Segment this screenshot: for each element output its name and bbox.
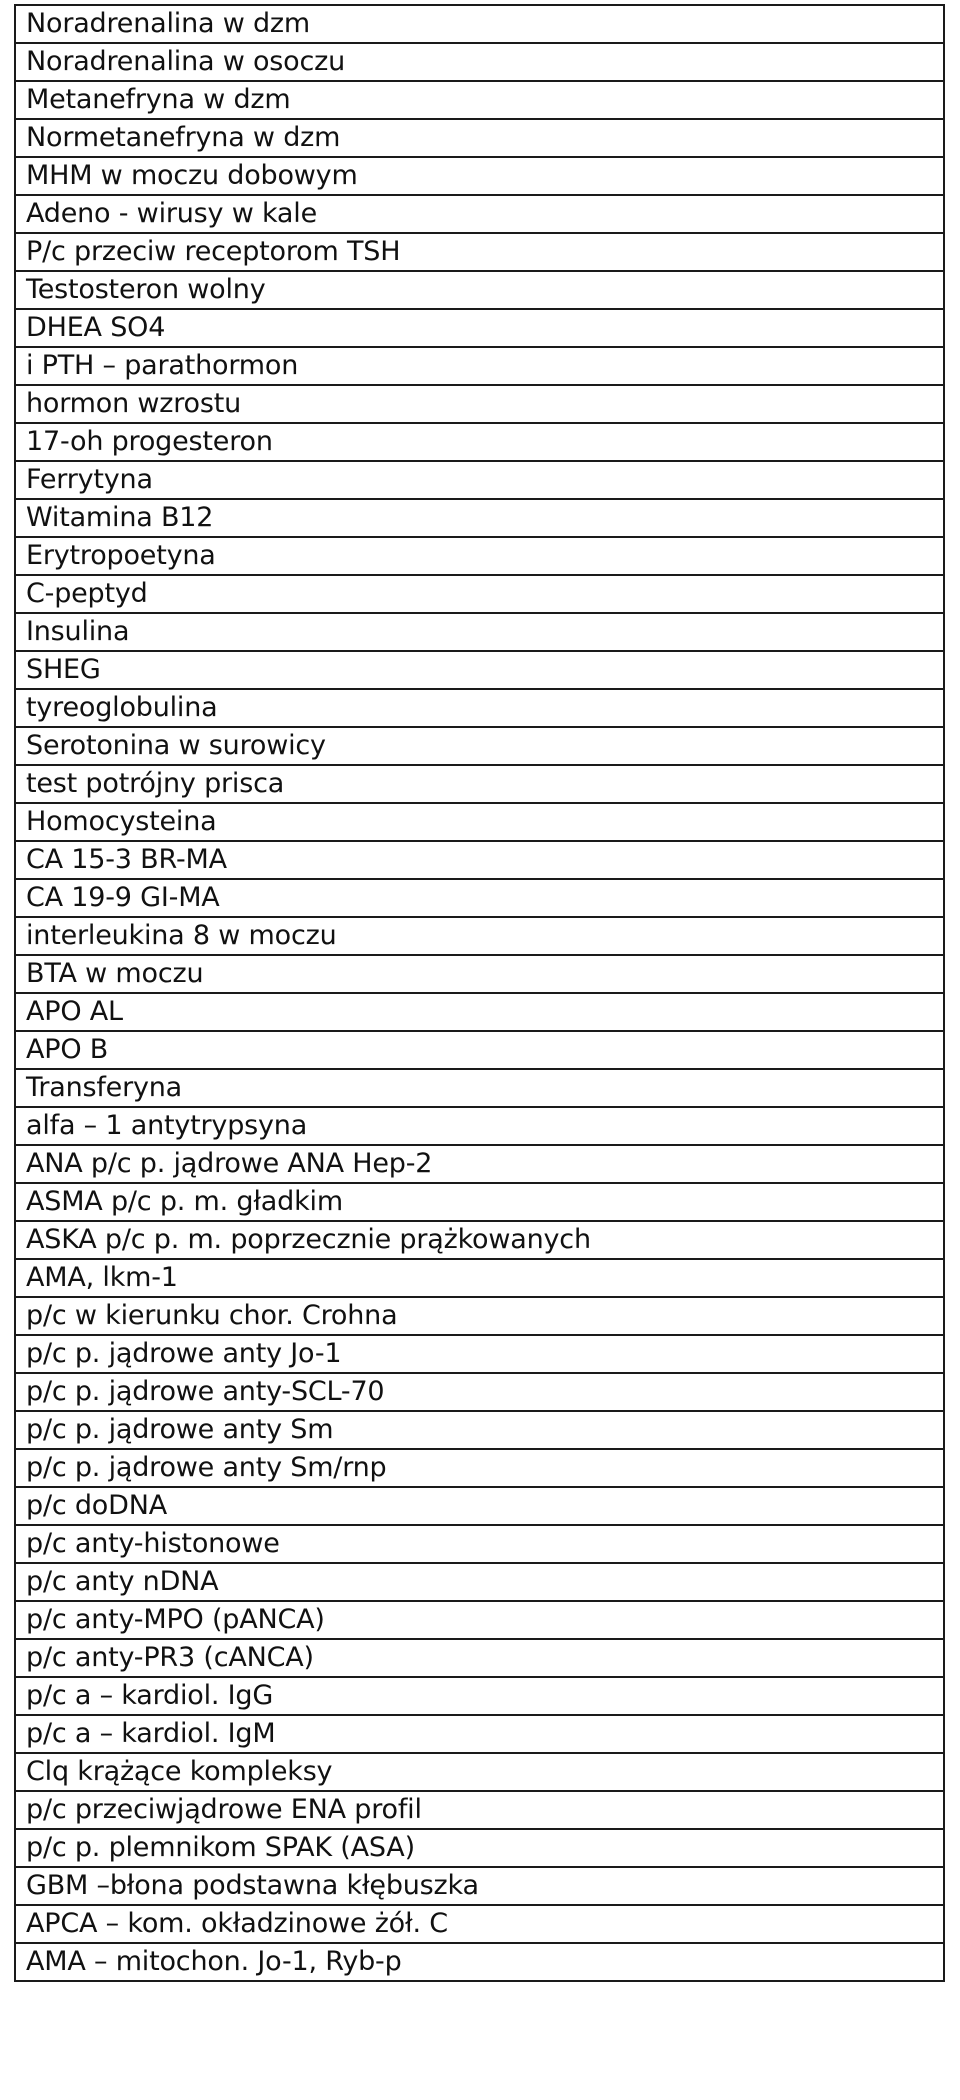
table-cell: Insulina <box>15 613 944 651</box>
table-row <box>15 1791 944 1829</box>
table-cell: Noradrenalina w dzm <box>15 5 944 43</box>
table-row <box>15 1411 944 1449</box>
table-row <box>15 993 944 1031</box>
table-cell: AMA – mitochon. Jo-1, Ryb-p <box>15 1943 944 1981</box>
table-cell: CA 19-9 GI-MA <box>15 879 944 917</box>
table-cell: APO B <box>15 1031 944 1069</box>
table-cell: Witamina B12 <box>15 499 944 537</box>
table-cell: Transferyna <box>15 1069 944 1107</box>
table-row <box>15 651 944 689</box>
table-row <box>15 1677 944 1715</box>
table-row <box>15 1525 944 1563</box>
table-row <box>15 1753 944 1791</box>
table-row <box>15 955 944 993</box>
table-cell: Noradrenalina w osoczu <box>15 43 944 81</box>
table-row <box>15 1487 944 1525</box>
table-row <box>15 499 944 537</box>
table-cell: Testosteron wolny <box>15 271 944 309</box>
table-row <box>15 1107 944 1145</box>
table-cell: p/c p. jądrowe anty Sm/rnp <box>15 1449 944 1487</box>
table-row <box>15 1069 944 1107</box>
table-row <box>15 1031 944 1069</box>
table-row <box>15 1905 944 1943</box>
table-row <box>15 689 944 727</box>
table-row <box>15 1145 944 1183</box>
table-row <box>15 1639 944 1677</box>
table-row <box>15 271 944 309</box>
table-cell: i PTH – parathormon <box>15 347 944 385</box>
table-cell: ASMA p/c p. m. gładkim <box>15 1183 944 1221</box>
table-cell: p/c a – kardiol. IgG <box>15 1677 944 1715</box>
table-row <box>15 613 944 651</box>
table-cell: P/c przeciw receptorom TSH <box>15 233 944 271</box>
table-cell: Homocysteina <box>15 803 944 841</box>
table-cell: C-peptyd <box>15 575 944 613</box>
table-cell: Normetanefryna w dzm <box>15 119 944 157</box>
table-cell: alfa – 1 antytrypsyna <box>15 1107 944 1145</box>
table-row <box>15 1943 944 1981</box>
table-row <box>15 195 944 233</box>
table-row <box>15 1449 944 1487</box>
table-cell: APCA – kom. okładzinowe żół. C <box>15 1905 944 1943</box>
table-cell: hormon wzrostu <box>15 385 944 423</box>
table-row <box>15 879 944 917</box>
table-row <box>15 347 944 385</box>
table-cell: test potrójny prisca <box>15 765 944 803</box>
table-row <box>15 1335 944 1373</box>
table-row <box>15 81 944 119</box>
table-cell: p/c anty-PR3 (cANCA) <box>15 1639 944 1677</box>
table-cell: APO AL <box>15 993 944 1031</box>
table-cell: p/c p. jądrowe anty Sm <box>15 1411 944 1449</box>
table-row <box>15 423 944 461</box>
table-cell: GBM –błona podstawna kłębuszka <box>15 1867 944 1905</box>
table-row <box>15 575 944 613</box>
table-row <box>15 1563 944 1601</box>
table-row <box>15 1715 944 1753</box>
table-cell: p/c doDNA <box>15 1487 944 1525</box>
table-row <box>15 917 944 955</box>
table-row <box>15 1867 944 1905</box>
table-cell: MHM w moczu dobowym <box>15 157 944 195</box>
table-row <box>15 1601 944 1639</box>
table-cell: p/c p. jądrowe anty-SCL-70 <box>15 1373 944 1411</box>
table-row <box>15 157 944 195</box>
table-cell: p/c przeciwjądrowe ENA profil <box>15 1791 944 1829</box>
table-cell: p/c anty-histonowe <box>15 1525 944 1563</box>
table-row <box>15 1829 944 1867</box>
table-cell: tyreoglobulina <box>15 689 944 727</box>
table-cell: Adeno - wirusy w kale <box>15 195 944 233</box>
table-cell: ANA p/c p. jądrowe ANA Hep-2 <box>15 1145 944 1183</box>
table-row <box>15 1183 944 1221</box>
table-cell: 17-oh progesteron <box>15 423 944 461</box>
table-row <box>15 43 944 81</box>
table-cell: Serotonina w surowicy <box>15 727 944 765</box>
table-row <box>15 841 944 879</box>
table-row <box>15 803 944 841</box>
table-cell: p/c w kierunku chor. Crohna <box>15 1297 944 1335</box>
table-cell: interleukina 8 w moczu <box>15 917 944 955</box>
table-cell: p/c p. jądrowe anty Jo-1 <box>15 1335 944 1373</box>
table-cell: AMA, lkm-1 <box>15 1259 944 1297</box>
table-row <box>15 537 944 575</box>
table-row <box>15 461 944 499</box>
table-row <box>15 385 944 423</box>
table-cell: CA 15-3 BR-MA <box>15 841 944 879</box>
table-cell: Erytropoetyna <box>15 537 944 575</box>
table-row <box>15 727 944 765</box>
table-cell: Clq krążące kompleksy <box>15 1753 944 1791</box>
table-cell: p/c anty-MPO (pANCA) <box>15 1601 944 1639</box>
table-cell: SHEG <box>15 651 944 689</box>
table-cell: p/c p. plemnikom SPAK (ASA) <box>15 1829 944 1867</box>
table-cell: ASKA p/c p. m. poprzecznie prążkowanych <box>15 1221 944 1259</box>
table-row <box>15 233 944 271</box>
table-cell: BTA w moczu <box>15 955 944 993</box>
table-cell: Ferrytyna <box>15 461 944 499</box>
lab-tests-table <box>14 4 945 1982</box>
table-row <box>15 309 944 347</box>
table-row <box>15 1221 944 1259</box>
table-row <box>15 1373 944 1411</box>
table-row <box>15 1297 944 1335</box>
table-row <box>15 119 944 157</box>
table-cell: p/c a – kardiol. IgM <box>15 1715 944 1753</box>
table-cell: DHEA SO4 <box>15 309 944 347</box>
table-cell: Metanefryna w dzm <box>15 81 944 119</box>
table-row <box>15 1259 944 1297</box>
table-row <box>15 765 944 803</box>
table-row <box>15 5 944 43</box>
table-cell: p/c anty nDNA <box>15 1563 944 1601</box>
